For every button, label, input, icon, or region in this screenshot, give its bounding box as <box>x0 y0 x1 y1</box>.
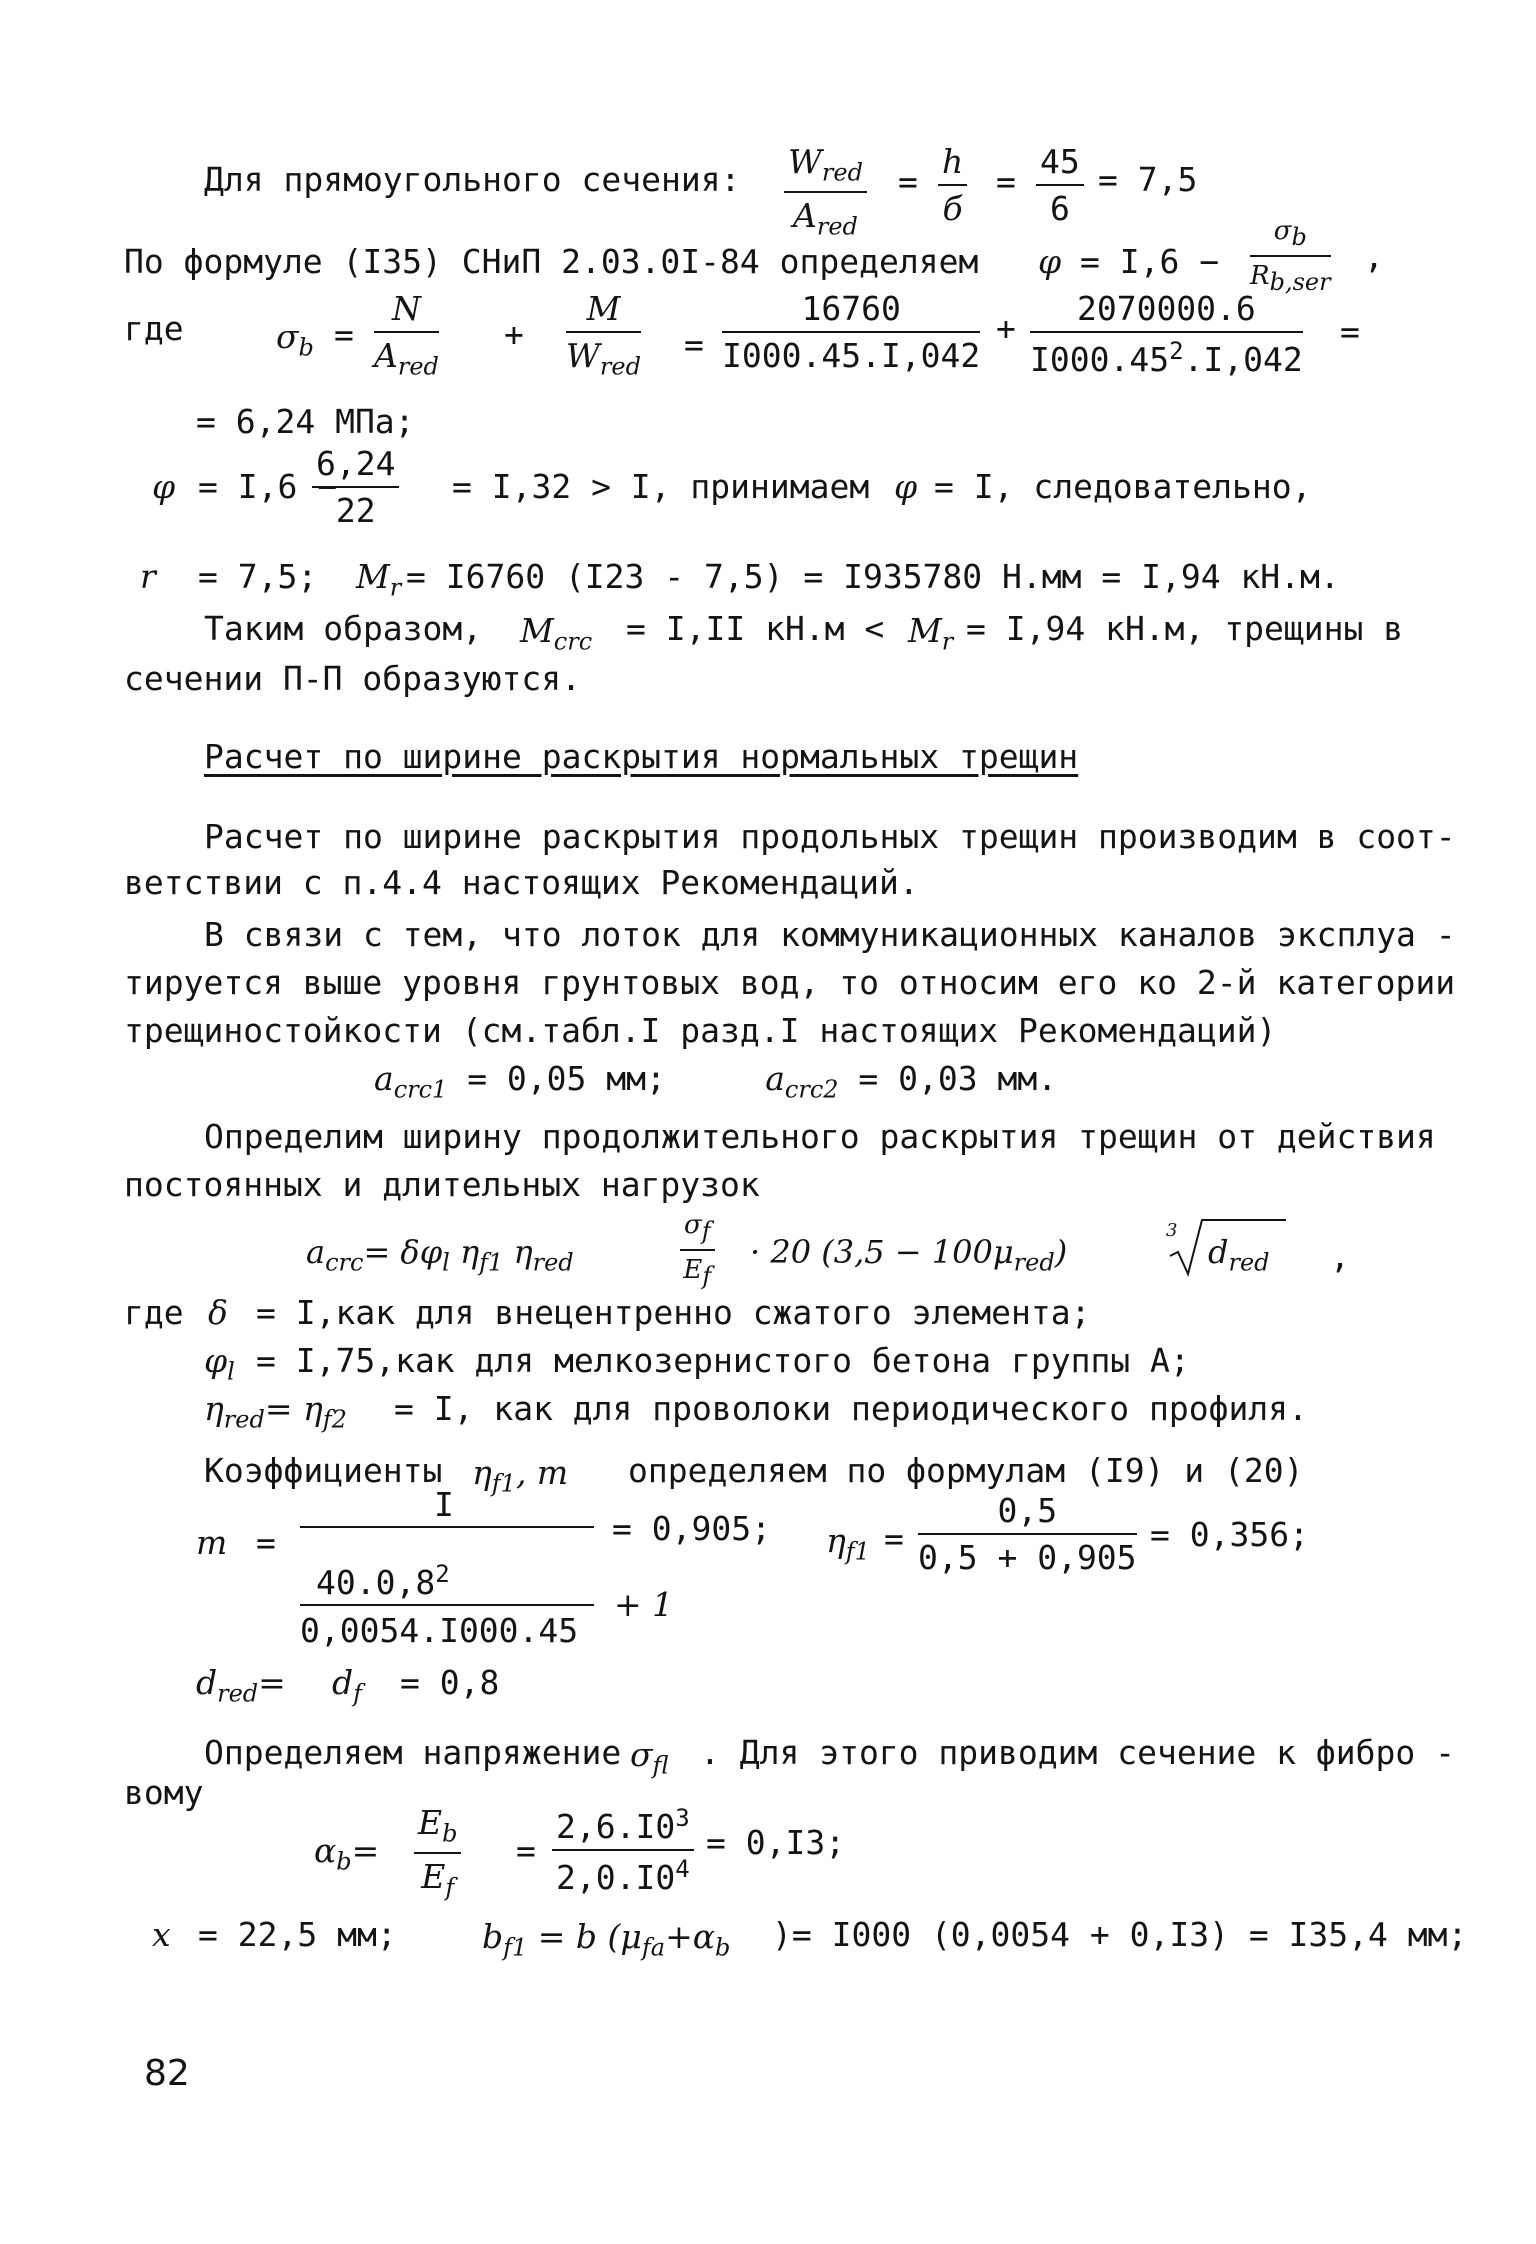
r-value: = 7,5; <box>198 557 318 596</box>
text-line: По формуле (I35) СНиП 2.03.0I-84 определяем <box>124 242 979 281</box>
root-index: 3 <box>1166 1220 1178 1241</box>
text-line: = I,II кН.м < <box>626 609 885 648</box>
comma: , <box>1364 237 1384 276</box>
eta-f1-m: $\eta_{f1}$, m <box>472 1453 569 1498</box>
fraction-sigma-over-e: $\frac{\sigma_f}{E_f}$ <box>680 1212 715 1288</box>
result-value: = 7,5 <box>1098 160 1198 199</box>
text-line: )= I000 (0,0054 + 0,I3) = I35,4 мм; <box>772 1915 1468 1954</box>
plus-one: + 1 <box>614 1585 674 1624</box>
equals-sign: = <box>684 325 704 364</box>
sigma-fl: $\sigma_{fl}$ <box>630 1735 669 1780</box>
alpha-b: $\alpha_b=$ <box>314 1831 380 1876</box>
text-line: Для прямоугольного сечения: <box>204 160 741 199</box>
equals-sign: = <box>334 315 354 354</box>
fraction-2070000: $\frac{2070000.6}{I000.45^2.I,042}$ <box>1030 289 1303 379</box>
r-symbol: r <box>140 557 156 596</box>
fraction-m-over-w: M $W_{red}$ <box>566 289 641 381</box>
paragraph-line: Расчет по ширине раскрытия продольных трещин производим в соот- <box>204 817 1456 856</box>
text-line: = I,32 > I, принимаем <box>452 467 870 506</box>
fraction-45-over-6: $\frac{45}{6}$ <box>1036 145 1084 225</box>
text-line: сечении П-П образуются. <box>124 659 581 698</box>
paragraph-line: тируется выше уровня грунтовых вод, то относим его ко 2-й категории <box>124 963 1456 1002</box>
alpha-result: = 0,I3; <box>706 1823 846 1862</box>
b-f1-expr: $b_{f1} = b$ ($\mu_{fa}+\alpha_b$ <box>482 1917 731 1962</box>
text-line: . Для этого приводим сечение к фибро - <box>700 1733 1455 1772</box>
fraction-w-over-a: $W_{red}$ $A_{red}$ <box>784 145 867 238</box>
eta-red: $\eta_{red}= \eta_{f2}$ <box>204 1389 347 1434</box>
sigma-b: $\sigma_b$ <box>276 317 314 362</box>
acrc-formula-tail: · 20 $(3,5 - 100\mu_{red})$ <box>750 1233 1068 1277</box>
fraction-6-24-over-22: $\frac{6,24}{22}$ <box>312 447 399 527</box>
text-line: = 6,24 МПа; <box>196 402 415 441</box>
text-line: = I,94 кН.м, трещины в <box>966 609 1404 648</box>
delta-symbol: δ <box>208 1293 228 1332</box>
equals-sign: = <box>516 1831 536 1870</box>
inner-denominator: 0,0054.I000.45 <box>300 1611 579 1650</box>
d-f: $d_f$ <box>332 1663 363 1708</box>
fraction-16760: $\frac{16760}{I000.45.I,042}$ <box>722 289 981 375</box>
eta-result: = 0,356; <box>1150 1515 1309 1554</box>
fraction-e-values: $\frac{2,6.I0^3}{2,0.I0^4}$ <box>552 1806 694 1894</box>
text-line: = I,как для внецентренно сжатого элемента; <box>256 1293 1091 1332</box>
fraction-bar <box>300 1526 594 1528</box>
fraction-h-over-b: h б <box>938 145 967 225</box>
text-line: = I, как для проволоки периодического профиля. <box>394 1389 1308 1428</box>
plus-sign: + <box>504 315 524 354</box>
d-red-value: = 0,8 <box>400 1663 500 1702</box>
fraction-bar <box>300 1604 594 1606</box>
acrc-formula: $a_{crc}= \delta\varphi_l$ $\eta_{f1}$ $\eta_{red}$ <box>306 1233 574 1277</box>
m-r: $M_r$ <box>908 611 954 656</box>
equals-sign: = <box>256 1523 276 1562</box>
m-result: = 0,905; <box>612 1509 771 1548</box>
paragraph-line: В связи с тем, что лоток для коммуникационных каналов эксплуа - <box>204 915 1456 954</box>
fraction-eb-over-ef: $\frac{E_b}{E_f}$ <box>414 1806 461 1899</box>
expression: = I,6 − <box>198 467 338 506</box>
fraction-sigma-over-r: $\sigma_b$ $R_{b,ser}$ <box>1250 216 1331 297</box>
phi-symbol: φ <box>1038 242 1062 281</box>
section-heading: Расчет по ширине раскрытия нормальных трещин <box>204 737 1079 776</box>
m-numerator: I <box>434 1485 454 1524</box>
text-line: определяем по формулам (I9) и (20) <box>628 1451 1304 1490</box>
where-label: где <box>124 309 184 348</box>
paragraph-line: постоянных и длительных нагрузок <box>124 1165 760 1204</box>
text-line: Определяем напряжение <box>204 1733 622 1772</box>
fraction-n-over-a: N $A_{red}$ <box>374 289 439 381</box>
phi-symbol: φ <box>152 467 176 506</box>
plus-sign: + <box>996 309 1016 348</box>
x-value: = 22,5 мм; <box>198 1915 397 1954</box>
text-line: Таким образом, <box>204 609 483 648</box>
text-line: = I,75,как для мелкозернистого бетона группы А; <box>256 1341 1190 1380</box>
d-red: $d_{red}=$ <box>196 1663 286 1708</box>
phi-l: $\varphi_l$ <box>204 1341 235 1386</box>
text-line: = I, следовательно, <box>934 467 1312 506</box>
text-line: = I6760 (I23 - 7,5) = I935780 Н.мм = I,94 кН.м. <box>406 557 1340 596</box>
comma: , <box>1330 1237 1350 1276</box>
m-r: $M_r$ <box>356 557 402 602</box>
phi-symbol: φ <box>894 467 918 506</box>
where-label: где <box>124 1293 184 1332</box>
eta-f1: $\eta_{f1}$ <box>826 1521 870 1566</box>
x-symbol: x <box>152 1915 171 1954</box>
expression: = I,6 − <box>1080 242 1220 281</box>
inner-numerator: 40.0,8$^2$ <box>316 1560 450 1602</box>
m-symbol: m <box>196 1523 228 1562</box>
equals-sign: = <box>1340 312 1360 351</box>
equals-sign: = <box>884 1519 904 1558</box>
fraction-eta: $\frac{0,5}{0,5 + 0,905}$ <box>918 1491 1137 1577</box>
equals-sign: = <box>996 162 1016 201</box>
m-crc: $M_{crc}$ <box>520 611 593 656</box>
page-number: 82 <box>144 2053 190 2094</box>
paragraph-line: Определим ширину продолжительного раскрытия трещин от действия <box>204 1117 1436 1156</box>
equals-sign: = <box>898 162 918 201</box>
text-line: Коэффициенты <box>204 1451 443 1490</box>
paragraph-line: трещиностойкости (см.табл.I разд.I настоящих Рекомендаций) <box>124 1011 1277 1050</box>
text-line: вому <box>124 1773 204 1812</box>
acrc-values: $a_{crc1} = 0,05$ мм; $a_{crc2} = 0,03$ мм. <box>374 1059 1058 1104</box>
root-body: $d_{red}$ <box>1208 1233 1270 1277</box>
paragraph-line: ветствии с п.4.4 настоящих Рекомендаций. <box>124 863 919 902</box>
